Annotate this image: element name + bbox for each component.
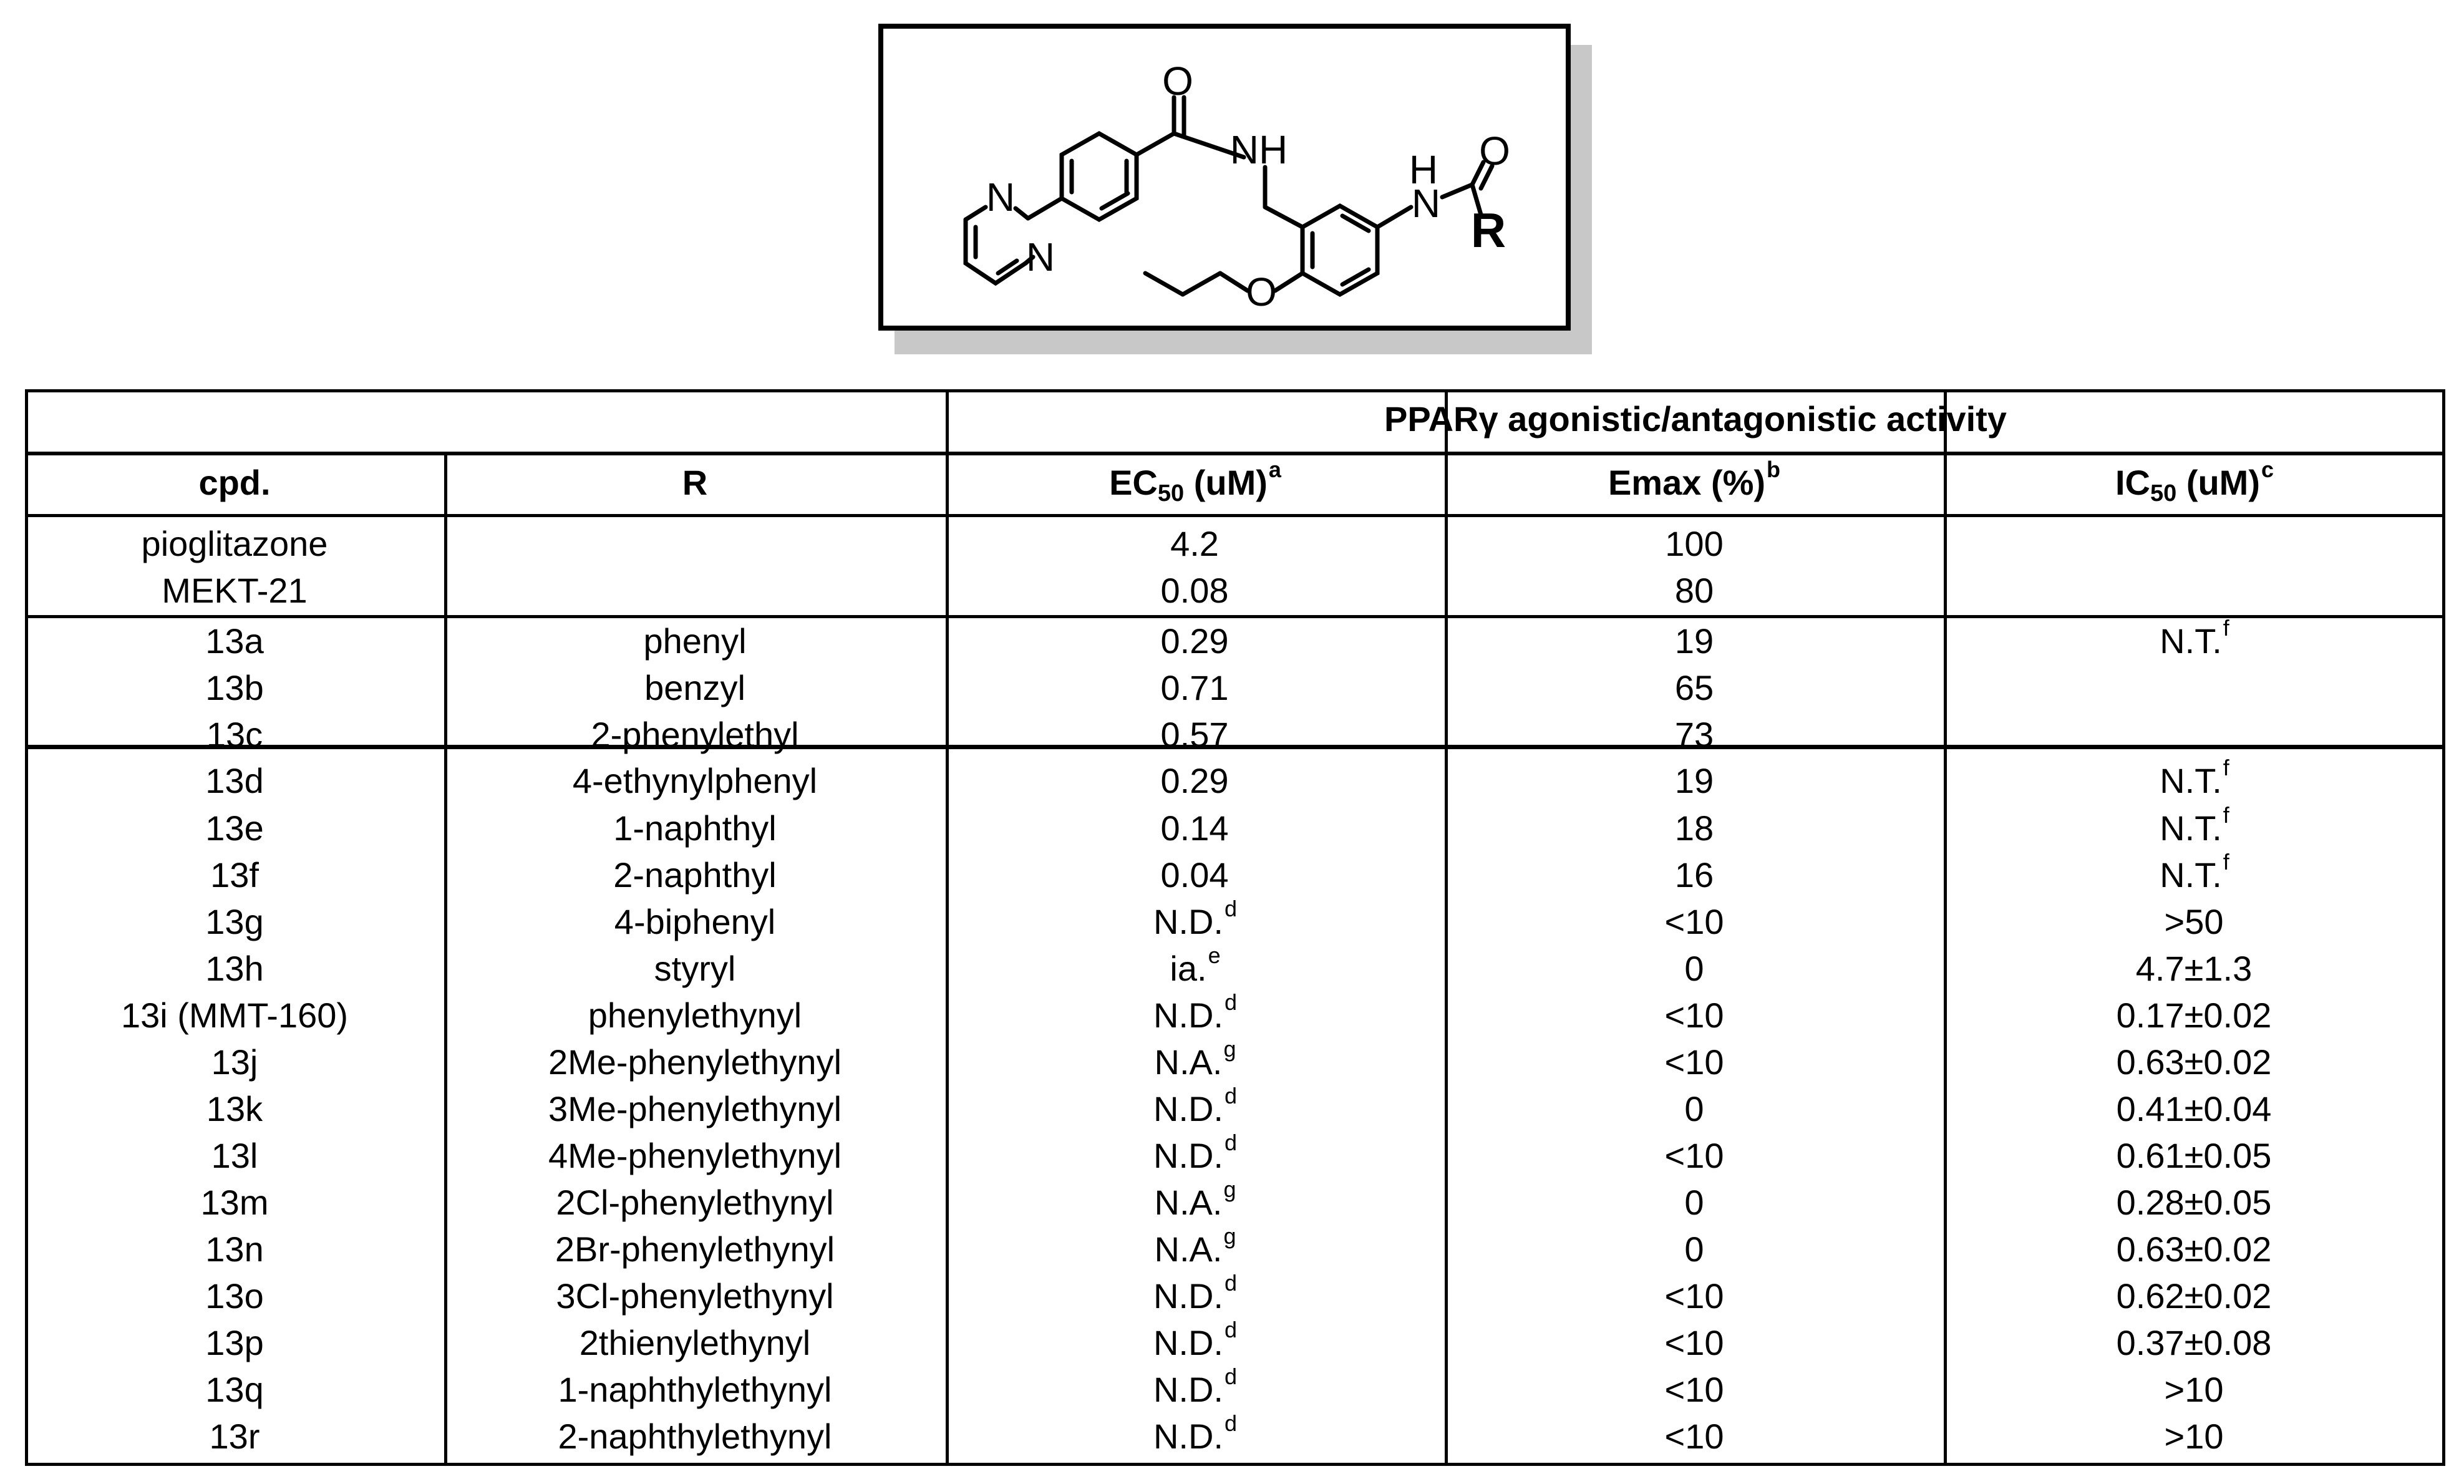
cell-cpd — [25, 711, 444, 759]
cell-emax-value: <10 — [1664, 1276, 1724, 1316]
cell-r — [444, 1179, 946, 1226]
cell-ic50 — [1944, 1226, 2445, 1278]
cell-ec50-value: 4.2 — [1170, 524, 1219, 563]
cell-ec50-value: 0.29 — [1160, 761, 1229, 800]
activity-table — [25, 389, 2445, 1466]
atom-n1: N — [986, 175, 1016, 220]
cell-ic50 — [1944, 1132, 2445, 1184]
cell-r — [444, 851, 946, 899]
cell-cpd-value: 13e — [205, 808, 264, 848]
col-header-ec50: EC50 (uM)$^a$ — [1109, 457, 1281, 507]
cell-ec50 — [946, 1223, 1445, 1278]
cell-ic50-value: 0.37±0.08 — [2116, 1323, 2272, 1362]
col-header-ic50: IC50 (uM)$^c$ — [2115, 457, 2274, 507]
cell-ec50-value: 0.57 — [1160, 715, 1229, 754]
cell-r — [444, 805, 946, 852]
cell-ic50-value: 0.63±0.02 — [2116, 1042, 2272, 1082]
grid-hline — [25, 514, 2445, 517]
footnote-marker: d — [1224, 1410, 1238, 1436]
cell-ic50 — [1944, 664, 2445, 716]
cell-ec50 — [946, 1319, 1445, 1371]
cell-r-value: 2Br-phenylethynyl — [555, 1229, 835, 1269]
cell-r-value: phenylethynyl — [588, 996, 802, 1035]
cell-ic50 — [1944, 757, 2445, 809]
cell-ic50 — [1944, 615, 2445, 669]
cell-emax-value: <10 — [1664, 1417, 1724, 1456]
cell-ec50 — [946, 1132, 1445, 1184]
cell-r — [444, 1132, 946, 1180]
cell-emax-value: 16 — [1674, 855, 1714, 895]
cell-ec50 — [946, 1176, 1445, 1231]
footnote-marker: g — [1223, 1176, 1236, 1202]
cell-emax — [1445, 567, 1944, 614]
cell-cpd-value: 13c — [206, 715, 263, 754]
cell-r — [444, 992, 946, 1039]
cell-ic50 — [1944, 711, 2445, 763]
cell-r-value: 2Cl-phenylethynyl — [556, 1183, 834, 1222]
cell-cpd-value: 13g — [205, 902, 264, 941]
cell-ec50-value: N.D. — [1153, 1276, 1223, 1316]
footnote-marker: d — [1224, 1317, 1238, 1342]
cell-ec50-value: 0.08 — [1160, 571, 1229, 610]
cell-ec50-value: ia. — [1170, 949, 1207, 988]
cell-cpd — [25, 1132, 444, 1180]
atom-n2: N — [1026, 235, 1055, 279]
footnote-marker: f — [2223, 615, 2229, 641]
cell-emax — [1445, 757, 1944, 805]
cell-ec50-value: 0.71 — [1160, 668, 1229, 707]
cell-emax-value: 0 — [1684, 1089, 1704, 1128]
cell-cpd — [25, 664, 444, 712]
cell-r-value: 3Me-phenylethynyl — [548, 1089, 842, 1128]
cell-emax — [1445, 711, 1944, 759]
cell-cpd-value: 13o — [205, 1276, 264, 1316]
cell-ic50-value: 0.62±0.02 — [2116, 1276, 2272, 1316]
cell-ic50 — [1944, 898, 2445, 950]
cell-ec50 — [946, 567, 1445, 619]
cell-r — [444, 1039, 946, 1086]
cell-emax — [1445, 992, 1944, 1039]
cell-r-value: 2-phenylethyl — [591, 715, 799, 754]
cell-ic50-value: >10 — [2164, 1370, 2224, 1409]
cell-cpd — [25, 618, 444, 665]
footnote-marker: f — [2223, 849, 2229, 875]
cell-ec50-value: N.D. — [1153, 1417, 1223, 1456]
cell-r — [444, 1413, 946, 1460]
cell-ic50-value: 4.7±1.3 — [2135, 949, 2253, 988]
cell-emax — [1445, 851, 1944, 899]
cell-ic50 — [1944, 1319, 2445, 1371]
cell-emax — [1445, 1132, 1944, 1180]
cell-emax-value: 65 — [1674, 668, 1714, 707]
cell-ec50 — [946, 945, 1445, 997]
cell-ic50 — [1944, 1413, 2445, 1465]
cell-cpd-value: 13d — [205, 761, 264, 800]
cell-emax — [1445, 664, 1944, 712]
cell-cpd-value: 13p — [205, 1323, 264, 1362]
cell-ic50 — [1944, 1366, 2445, 1418]
cell-cpd-value: MEKT-21 — [162, 571, 308, 610]
cell-ic50-value: N.T. — [2160, 761, 2222, 800]
cell-cpd-value: pioglitazone — [141, 524, 328, 563]
cell-cpd-value: 13j — [211, 1042, 258, 1082]
cell-cpd-value: 13h — [205, 949, 264, 988]
cell-cpd — [25, 1039, 444, 1086]
cell-cpd-value: 13k — [206, 1089, 263, 1128]
cell-ec50 — [946, 1036, 1445, 1090]
cell-ec50 — [946, 1410, 1445, 1465]
cell-emax-value: 19 — [1674, 761, 1714, 800]
cell-ec50-value: N.D. — [1153, 996, 1223, 1035]
col-header-emax: Emax (%)$^b$ — [1608, 457, 1781, 502]
cell-ic50 — [1944, 802, 2445, 856]
cell-ec50 — [946, 1366, 1445, 1418]
cell-ec50 — [946, 618, 1445, 669]
cell-cpd-value: 13q — [205, 1370, 264, 1409]
cell-ec50-value: N.A. — [1154, 1229, 1223, 1269]
atom-o-right: O — [1479, 129, 1510, 173]
cell-emax — [1445, 1273, 1944, 1320]
cell-cpd-value: 13a — [205, 621, 264, 661]
footnote-marker: d — [1224, 1270, 1238, 1296]
cell-emax — [1445, 1226, 1944, 1273]
footnote-marker: d — [1224, 1083, 1238, 1108]
cell-cpd — [25, 1319, 444, 1367]
cell-emax-value: <10 — [1664, 1323, 1724, 1362]
cell-ic50-value: 0.28±0.05 — [2116, 1183, 2272, 1222]
cell-ec50 — [946, 989, 1445, 1044]
footnote-marker: g — [1223, 1036, 1236, 1062]
cell-r-value: benzyl — [644, 668, 745, 707]
cell-r — [444, 945, 946, 992]
cell-cpd — [25, 945, 444, 992]
cell-r-value: styryl — [654, 949, 736, 988]
cell-cpd — [25, 1179, 444, 1226]
cell-ec50 — [946, 851, 1445, 903]
cell-ec50 — [946, 898, 1445, 950]
cell-cpd-value: 13f — [210, 855, 259, 895]
cell-r-value: 2-naphthylethynyl — [558, 1417, 832, 1456]
cell-ic50-value: >10 — [2164, 1417, 2224, 1456]
grid-hline — [25, 389, 2445, 392]
cell-emax-value: <10 — [1664, 1042, 1724, 1082]
cell-cpd — [25, 898, 444, 946]
cell-r-value: 2-naphthyl — [613, 855, 777, 895]
cell-emax-value: 80 — [1674, 571, 1714, 610]
cell-emax-value: 0 — [1684, 1229, 1704, 1269]
cell-cpd — [25, 992, 444, 1039]
cell-emax-value: <10 — [1664, 996, 1724, 1035]
cell-ec50-value: N.D. — [1153, 1370, 1223, 1409]
footnote-marker: f — [2223, 802, 2229, 828]
cell-emax-value: 100 — [1665, 524, 1724, 563]
cell-cpd — [25, 851, 444, 899]
cell-emax-value: <10 — [1664, 1370, 1724, 1409]
cell-r — [444, 1085, 946, 1133]
cell-ec50-value: 0.14 — [1160, 808, 1229, 848]
atom-o-top: O — [1162, 59, 1193, 104]
footnote-marker: d — [1224, 989, 1238, 1015]
cell-ic50-value: >50 — [2164, 902, 2224, 941]
cell-emax-value: 73 — [1674, 715, 1714, 754]
cell-ec50-value: N.D. — [1153, 1323, 1223, 1362]
cell-ic50 — [1944, 1039, 2445, 1090]
footnote-marker: g — [1223, 1223, 1236, 1249]
cell-cpd — [25, 1226, 444, 1273]
cell-ec50-value: 0.04 — [1160, 855, 1229, 895]
cell-ic50-value: 0.63±0.02 — [2116, 1229, 2272, 1269]
cell-cpd — [25, 520, 444, 568]
cell-r-value: 2thienylethynyl — [579, 1323, 811, 1362]
cell-cpd-value: 13r — [209, 1417, 260, 1456]
cell-ec50 — [946, 1270, 1445, 1324]
cell-r-value: 4Me-phenylethynyl — [548, 1136, 842, 1175]
cell-ic50 — [1944, 992, 2445, 1044]
cell-ic50 — [1944, 1273, 2445, 1324]
cell-r — [444, 1319, 946, 1367]
cell-emax — [1445, 1319, 1944, 1367]
cell-ec50 — [946, 1085, 1445, 1137]
cell-cpd-value: 13m — [200, 1183, 269, 1222]
atom-o-ether: O — [1246, 269, 1277, 314]
cell-r-value: 4-ethynylphenyl — [572, 761, 818, 800]
cell-emax — [1445, 898, 1944, 946]
cell-r — [444, 898, 946, 946]
cell-r-value: phenyl — [643, 621, 747, 661]
cell-cpd-value: 13n — [205, 1229, 264, 1269]
cell-emax — [1445, 1085, 1944, 1133]
cell-emax — [1445, 945, 1944, 992]
cell-emax — [1445, 1179, 1944, 1226]
cell-cpd — [25, 1413, 444, 1460]
cell-r — [444, 618, 946, 665]
cell-ec50-value: N.D. — [1153, 902, 1223, 941]
cell-r-value: 4-biphenyl — [614, 902, 776, 941]
atom-nh: NH — [1230, 127, 1288, 172]
cell-r — [444, 1366, 946, 1414]
group-header: PPARγ agonistic/antagonistic activity — [1384, 399, 2007, 439]
cell-ec50 — [946, 757, 1445, 809]
col-header-cpd: cpd. — [198, 463, 271, 502]
structure-figure — [878, 24, 1571, 331]
cell-ec50-value: N.D. — [1153, 1089, 1223, 1128]
col-header-r: R — [682, 463, 708, 502]
cell-emax — [1445, 1413, 1944, 1460]
cell-ec50-value: 0.29 — [1160, 621, 1229, 661]
cell-emax — [1445, 520, 1944, 568]
cell-ec50-value: N.A. — [1154, 1042, 1223, 1082]
cell-emax-value: 18 — [1674, 808, 1714, 848]
cell-emax-value: 0 — [1684, 949, 1704, 988]
cell-ic50 — [1944, 1085, 2445, 1137]
cell-r — [444, 1226, 946, 1273]
cell-ic50-value: N.T. — [2160, 808, 2222, 848]
cell-ec50 — [946, 664, 1445, 716]
cell-ic50-value: N.T. — [2160, 621, 2222, 661]
footnote-marker: d — [1224, 1364, 1238, 1389]
cell-ic50-value: 0.17±0.02 — [2116, 996, 2272, 1035]
cell-r-value: 3Cl-phenylethynyl — [556, 1276, 834, 1316]
cell-r-value: 1-naphthyl — [613, 808, 777, 848]
cell-emax-value: 0 — [1684, 1183, 1704, 1222]
cell-cpd — [25, 805, 444, 852]
chemical-structure — [883, 29, 1566, 326]
cell-emax — [1445, 1039, 1944, 1086]
grid-hline — [25, 452, 2445, 455]
cell-r — [444, 711, 946, 759]
cell-ic50 — [1944, 567, 2445, 619]
r-group-label: R — [1470, 203, 1506, 258]
cell-cpd — [25, 1366, 444, 1414]
cell-emax — [1445, 1366, 1944, 1414]
cell-ec50 — [946, 711, 1445, 763]
cell-ec50 — [946, 520, 1445, 572]
cell-cpd-value: 13i (MMT-160) — [120, 996, 349, 1035]
cell-emax-value: <10 — [1664, 1136, 1724, 1175]
cell-ic50 — [1944, 851, 2445, 903]
cell-ic50-value: 0.41±0.04 — [2116, 1089, 2272, 1128]
cell-ic50 — [1944, 945, 2445, 997]
cell-ic50-value: N.T. — [2160, 855, 2222, 895]
cell-emax-value: 19 — [1674, 621, 1714, 661]
cell-cpd — [25, 1085, 444, 1133]
cell-ic50 — [1944, 1179, 2445, 1231]
atom-h: H — [1409, 147, 1438, 192]
cell-cpd — [25, 567, 444, 614]
cell-cpd — [25, 757, 444, 805]
cell-cpd — [25, 1273, 444, 1320]
footnote-marker: d — [1224, 1130, 1238, 1155]
cell-emax — [1445, 805, 1944, 852]
footnote-marker: e — [1208, 943, 1221, 968]
cell-r-value: 1-naphthylethynyl — [558, 1370, 832, 1409]
cell-ic50 — [1944, 520, 2445, 572]
footnote-marker: f — [2223, 755, 2229, 780]
atom-n3: N — [1411, 181, 1441, 226]
cell-r-value: 2Me-phenylethynyl — [548, 1042, 842, 1082]
cell-emax — [1445, 618, 1944, 665]
cell-ec50-value: N.D. — [1153, 1136, 1223, 1175]
cell-r — [444, 664, 946, 712]
cell-r — [444, 757, 946, 805]
cell-r — [444, 1273, 946, 1320]
footnote-marker: d — [1224, 896, 1238, 921]
cell-cpd-value: 13l — [211, 1136, 258, 1175]
cell-ec50-value: N.A. — [1154, 1183, 1223, 1222]
cell-ec50 — [946, 805, 1445, 856]
cell-emax-value: <10 — [1664, 902, 1724, 941]
cell-cpd-value: 13b — [205, 668, 264, 707]
cell-ic50-value: 0.61±0.05 — [2116, 1136, 2272, 1175]
